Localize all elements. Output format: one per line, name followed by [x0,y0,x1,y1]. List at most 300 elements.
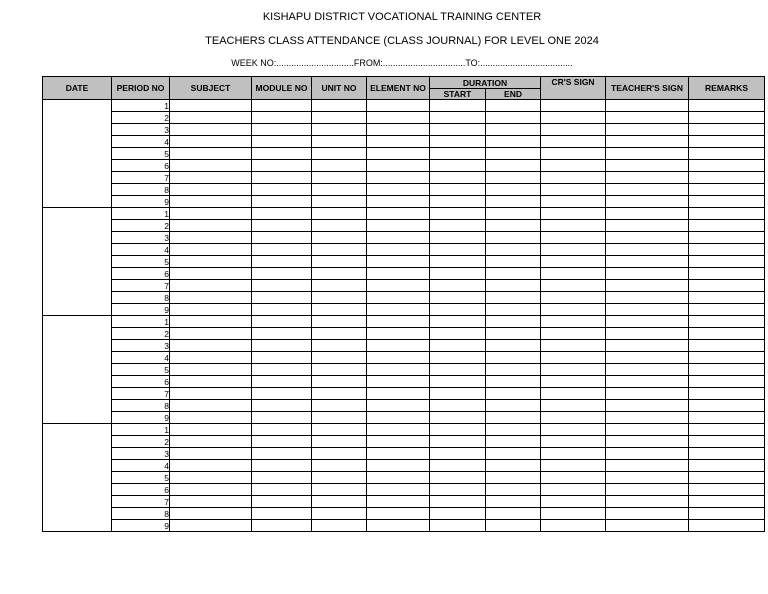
remarks-cell[interactable] [689,148,765,160]
cr-sign-cell[interactable] [541,136,606,148]
subject-cell[interactable] [170,520,252,532]
teacher-sign-cell[interactable] [606,160,689,172]
element-no-cell[interactable] [367,148,430,160]
cr-sign-cell[interactable] [541,172,606,184]
cr-sign-cell[interactable] [541,208,606,220]
cr-sign-cell[interactable] [541,484,606,496]
element-no-cell[interactable] [367,376,430,388]
cr-sign-cell[interactable] [541,460,606,472]
end-cell[interactable] [486,232,541,244]
unit-no-cell[interactable] [312,340,367,352]
date-cell[interactable] [43,100,112,208]
element-no-cell[interactable] [367,340,430,352]
start-cell[interactable] [430,220,486,232]
element-no-cell[interactable] [367,220,430,232]
subject-cell[interactable] [170,148,252,160]
end-cell[interactable] [486,424,541,436]
unit-no-cell[interactable] [312,364,367,376]
teacher-sign-cell[interactable] [606,400,689,412]
subject-cell[interactable] [170,460,252,472]
element-no-cell[interactable] [367,304,430,316]
module-no-cell[interactable] [252,484,312,496]
start-cell[interactable] [430,508,486,520]
unit-no-cell[interactable] [312,124,367,136]
subject-cell[interactable] [170,364,252,376]
remarks-cell[interactable] [689,472,765,484]
cr-sign-cell[interactable] [541,328,606,340]
subject-cell[interactable] [170,100,252,112]
cr-sign-cell[interactable] [541,268,606,280]
end-cell[interactable] [486,148,541,160]
module-no-cell[interactable] [252,220,312,232]
module-no-cell[interactable] [252,340,312,352]
end-cell[interactable] [486,460,541,472]
start-cell[interactable] [430,376,486,388]
subject-cell[interactable] [170,412,252,424]
module-no-cell[interactable] [252,256,312,268]
unit-no-cell[interactable] [312,424,367,436]
start-cell[interactable] [430,256,486,268]
element-no-cell[interactable] [367,100,430,112]
element-no-cell[interactable] [367,400,430,412]
element-no-cell[interactable] [367,448,430,460]
module-no-cell[interactable] [252,460,312,472]
teacher-sign-cell[interactable] [606,376,689,388]
cr-sign-cell[interactable] [541,196,606,208]
module-no-cell[interactable] [252,292,312,304]
teacher-sign-cell[interactable] [606,220,689,232]
cr-sign-cell[interactable] [541,508,606,520]
cr-sign-cell[interactable] [541,424,606,436]
cr-sign-cell[interactable] [541,520,606,532]
module-no-cell[interactable] [252,496,312,508]
cr-sign-cell[interactable] [541,256,606,268]
cr-sign-cell[interactable] [541,340,606,352]
unit-no-cell[interactable] [312,100,367,112]
end-cell[interactable] [486,520,541,532]
unit-no-cell[interactable] [312,292,367,304]
teacher-sign-cell[interactable] [606,388,689,400]
cr-sign-cell[interactable] [541,148,606,160]
end-cell[interactable] [486,340,541,352]
module-no-cell[interactable] [252,184,312,196]
element-no-cell[interactable] [367,388,430,400]
module-no-cell[interactable] [252,412,312,424]
remarks-cell[interactable] [689,352,765,364]
cr-sign-cell[interactable] [541,376,606,388]
module-no-cell[interactable] [252,364,312,376]
cr-sign-cell[interactable] [541,304,606,316]
module-no-cell[interactable] [252,160,312,172]
end-cell[interactable] [486,472,541,484]
teacher-sign-cell[interactable] [606,124,689,136]
module-no-cell[interactable] [252,376,312,388]
module-no-cell[interactable] [252,424,312,436]
unit-no-cell[interactable] [312,196,367,208]
end-cell[interactable] [486,112,541,124]
end-cell[interactable] [486,448,541,460]
end-cell[interactable] [486,376,541,388]
start-cell[interactable] [430,268,486,280]
start-cell[interactable] [430,520,486,532]
teacher-sign-cell[interactable] [606,340,689,352]
remarks-cell[interactable] [689,100,765,112]
end-cell[interactable] [486,484,541,496]
unit-no-cell[interactable] [312,256,367,268]
element-no-cell[interactable] [367,136,430,148]
element-no-cell[interactable] [367,496,430,508]
module-no-cell[interactable] [252,244,312,256]
subject-cell[interactable] [170,400,252,412]
cr-sign-cell[interactable] [541,244,606,256]
subject-cell[interactable] [170,280,252,292]
end-cell[interactable] [486,508,541,520]
teacher-sign-cell[interactable] [606,304,689,316]
element-no-cell[interactable] [367,412,430,424]
start-cell[interactable] [430,412,486,424]
end-cell[interactable] [486,316,541,328]
subject-cell[interactable] [170,184,252,196]
teacher-sign-cell[interactable] [606,244,689,256]
unit-no-cell[interactable] [312,136,367,148]
start-cell[interactable] [430,280,486,292]
unit-no-cell[interactable] [312,484,367,496]
unit-no-cell[interactable] [312,268,367,280]
end-cell[interactable] [486,208,541,220]
module-no-cell[interactable] [252,280,312,292]
unit-no-cell[interactable] [312,508,367,520]
start-cell[interactable] [430,448,486,460]
end-cell[interactable] [486,436,541,448]
end-cell[interactable] [486,280,541,292]
teacher-sign-cell[interactable] [606,136,689,148]
start-cell[interactable] [430,196,486,208]
subject-cell[interactable] [170,340,252,352]
subject-cell[interactable] [170,508,252,520]
module-no-cell[interactable] [252,100,312,112]
start-cell[interactable] [430,388,486,400]
unit-no-cell[interactable] [312,160,367,172]
start-cell[interactable] [430,364,486,376]
unit-no-cell[interactable] [312,220,367,232]
remarks-cell[interactable] [689,388,765,400]
subject-cell[interactable] [170,436,252,448]
unit-no-cell[interactable] [312,112,367,124]
remarks-cell[interactable] [689,232,765,244]
module-no-cell[interactable] [252,208,312,220]
unit-no-cell[interactable] [312,184,367,196]
start-cell[interactable] [430,208,486,220]
element-no-cell[interactable] [367,436,430,448]
module-no-cell[interactable] [252,328,312,340]
element-no-cell[interactable] [367,316,430,328]
start-cell[interactable] [430,136,486,148]
element-no-cell[interactable] [367,280,430,292]
cr-sign-cell[interactable] [541,292,606,304]
subject-cell[interactable] [170,496,252,508]
module-no-cell[interactable] [252,472,312,484]
remarks-cell[interactable] [689,496,765,508]
remarks-cell[interactable] [689,208,765,220]
teacher-sign-cell[interactable] [606,484,689,496]
teacher-sign-cell[interactable] [606,520,689,532]
cr-sign-cell[interactable] [541,496,606,508]
unit-no-cell[interactable] [312,352,367,364]
end-cell[interactable] [486,412,541,424]
cr-sign-cell[interactable] [541,160,606,172]
teacher-sign-cell[interactable] [606,412,689,424]
module-no-cell[interactable] [252,316,312,328]
start-cell[interactable] [430,100,486,112]
subject-cell[interactable] [170,292,252,304]
teacher-sign-cell[interactable] [606,436,689,448]
subject-cell[interactable] [170,124,252,136]
end-cell[interactable] [486,388,541,400]
end-cell[interactable] [486,100,541,112]
unit-no-cell[interactable] [312,472,367,484]
teacher-sign-cell[interactable] [606,232,689,244]
date-cell[interactable] [43,208,112,316]
start-cell[interactable] [430,304,486,316]
teacher-sign-cell[interactable] [606,172,689,184]
cr-sign-cell[interactable] [541,472,606,484]
remarks-cell[interactable] [689,220,765,232]
start-cell[interactable] [430,160,486,172]
end-cell[interactable] [486,496,541,508]
remarks-cell[interactable] [689,448,765,460]
element-no-cell[interactable] [367,364,430,376]
remarks-cell[interactable] [689,400,765,412]
start-cell[interactable] [430,328,486,340]
subject-cell[interactable] [170,388,252,400]
remarks-cell[interactable] [689,268,765,280]
end-cell[interactable] [486,196,541,208]
cr-sign-cell[interactable] [541,184,606,196]
unit-no-cell[interactable] [312,496,367,508]
date-cell[interactable] [43,316,112,424]
element-no-cell[interactable] [367,520,430,532]
cr-sign-cell[interactable] [541,280,606,292]
unit-no-cell[interactable] [312,460,367,472]
subject-cell[interactable] [170,160,252,172]
element-no-cell[interactable] [367,196,430,208]
end-cell[interactable] [486,124,541,136]
teacher-sign-cell[interactable] [606,256,689,268]
remarks-cell[interactable] [689,520,765,532]
module-no-cell[interactable] [252,268,312,280]
unit-no-cell[interactable] [312,280,367,292]
subject-cell[interactable] [170,208,252,220]
end-cell[interactable] [486,136,541,148]
teacher-sign-cell[interactable] [606,292,689,304]
end-cell[interactable] [486,256,541,268]
cr-sign-cell[interactable] [541,388,606,400]
subject-cell[interactable] [170,376,252,388]
teacher-sign-cell[interactable] [606,472,689,484]
teacher-sign-cell[interactable] [606,268,689,280]
start-cell[interactable] [430,124,486,136]
start-cell[interactable] [430,292,486,304]
remarks-cell[interactable] [689,484,765,496]
end-cell[interactable] [486,172,541,184]
subject-cell[interactable] [170,256,252,268]
unit-no-cell[interactable] [312,436,367,448]
remarks-cell[interactable] [689,280,765,292]
cr-sign-cell[interactable] [541,316,606,328]
module-no-cell[interactable] [252,124,312,136]
remarks-cell[interactable] [689,244,765,256]
cr-sign-cell[interactable] [541,352,606,364]
cr-sign-cell[interactable] [541,436,606,448]
element-no-cell[interactable] [367,256,430,268]
cr-sign-cell[interactable] [541,232,606,244]
remarks-cell[interactable] [689,184,765,196]
start-cell[interactable] [430,184,486,196]
unit-no-cell[interactable] [312,400,367,412]
remarks-cell[interactable] [689,328,765,340]
element-no-cell[interactable] [367,232,430,244]
cr-sign-cell[interactable] [541,412,606,424]
remarks-cell[interactable] [689,316,765,328]
start-cell[interactable] [430,472,486,484]
start-cell[interactable] [430,232,486,244]
unit-no-cell[interactable] [312,304,367,316]
start-cell[interactable] [430,340,486,352]
teacher-sign-cell[interactable] [606,448,689,460]
unit-no-cell[interactable] [312,328,367,340]
subject-cell[interactable] [170,172,252,184]
remarks-cell[interactable] [689,292,765,304]
teacher-sign-cell[interactable] [606,184,689,196]
module-no-cell[interactable] [252,400,312,412]
module-no-cell[interactable] [252,304,312,316]
remarks-cell[interactable] [689,508,765,520]
remarks-cell[interactable] [689,136,765,148]
module-no-cell[interactable] [252,196,312,208]
teacher-sign-cell[interactable] [606,112,689,124]
start-cell[interactable] [430,172,486,184]
subject-cell[interactable] [170,352,252,364]
start-cell[interactable] [430,424,486,436]
subject-cell[interactable] [170,220,252,232]
subject-cell[interactable] [170,472,252,484]
remarks-cell[interactable] [689,124,765,136]
remarks-cell[interactable] [689,256,765,268]
remarks-cell[interactable] [689,112,765,124]
module-no-cell[interactable] [252,352,312,364]
element-no-cell[interactable] [367,112,430,124]
module-no-cell[interactable] [252,448,312,460]
cr-sign-cell[interactable] [541,100,606,112]
date-cell[interactable] [43,424,112,532]
start-cell[interactable] [430,496,486,508]
remarks-cell[interactable] [689,340,765,352]
start-cell[interactable] [430,460,486,472]
element-no-cell[interactable] [367,460,430,472]
unit-no-cell[interactable] [312,388,367,400]
element-no-cell[interactable] [367,424,430,436]
module-no-cell[interactable] [252,436,312,448]
start-cell[interactable] [430,244,486,256]
start-cell[interactable] [430,400,486,412]
unit-no-cell[interactable] [312,172,367,184]
module-no-cell[interactable] [252,172,312,184]
element-no-cell[interactable] [367,172,430,184]
unit-no-cell[interactable] [312,232,367,244]
element-no-cell[interactable] [367,184,430,196]
end-cell[interactable] [486,304,541,316]
module-no-cell[interactable] [252,232,312,244]
remarks-cell[interactable] [689,424,765,436]
end-cell[interactable] [486,244,541,256]
element-no-cell[interactable] [367,124,430,136]
remarks-cell[interactable] [689,364,765,376]
element-no-cell[interactable] [367,208,430,220]
teacher-sign-cell[interactable] [606,352,689,364]
unit-no-cell[interactable] [312,244,367,256]
teacher-sign-cell[interactable] [606,208,689,220]
cr-sign-cell[interactable] [541,364,606,376]
unit-no-cell[interactable] [312,448,367,460]
end-cell[interactable] [486,400,541,412]
end-cell[interactable] [486,364,541,376]
unit-no-cell[interactable] [312,208,367,220]
element-no-cell[interactable] [367,244,430,256]
module-no-cell[interactable] [252,136,312,148]
element-no-cell[interactable] [367,160,430,172]
end-cell[interactable] [486,160,541,172]
element-no-cell[interactable] [367,268,430,280]
unit-no-cell[interactable] [312,316,367,328]
module-no-cell[interactable] [252,112,312,124]
start-cell[interactable] [430,436,486,448]
subject-cell[interactable] [170,424,252,436]
start-cell[interactable] [430,484,486,496]
remarks-cell[interactable] [689,412,765,424]
subject-cell[interactable] [170,244,252,256]
element-no-cell[interactable] [367,292,430,304]
subject-cell[interactable] [170,304,252,316]
subject-cell[interactable] [170,268,252,280]
remarks-cell[interactable] [689,376,765,388]
teacher-sign-cell[interactable] [606,316,689,328]
module-no-cell[interactable] [252,520,312,532]
remarks-cell[interactable] [689,160,765,172]
end-cell[interactable] [486,328,541,340]
remarks-cell[interactable] [689,172,765,184]
element-no-cell[interactable] [367,328,430,340]
element-no-cell[interactable] [367,352,430,364]
end-cell[interactable] [486,268,541,280]
teacher-sign-cell[interactable] [606,364,689,376]
subject-cell[interactable] [170,484,252,496]
cr-sign-cell[interactable] [541,220,606,232]
cr-sign-cell[interactable] [541,400,606,412]
remarks-cell[interactable] [689,196,765,208]
unit-no-cell[interactable] [312,148,367,160]
subject-cell[interactable] [170,448,252,460]
teacher-sign-cell[interactable] [606,496,689,508]
cr-sign-cell[interactable] [541,112,606,124]
start-cell[interactable] [430,352,486,364]
subject-cell[interactable] [170,196,252,208]
end-cell[interactable] [486,220,541,232]
element-no-cell[interactable] [367,484,430,496]
module-no-cell[interactable] [252,148,312,160]
subject-cell[interactable] [170,328,252,340]
start-cell[interactable] [430,148,486,160]
teacher-sign-cell[interactable] [606,328,689,340]
